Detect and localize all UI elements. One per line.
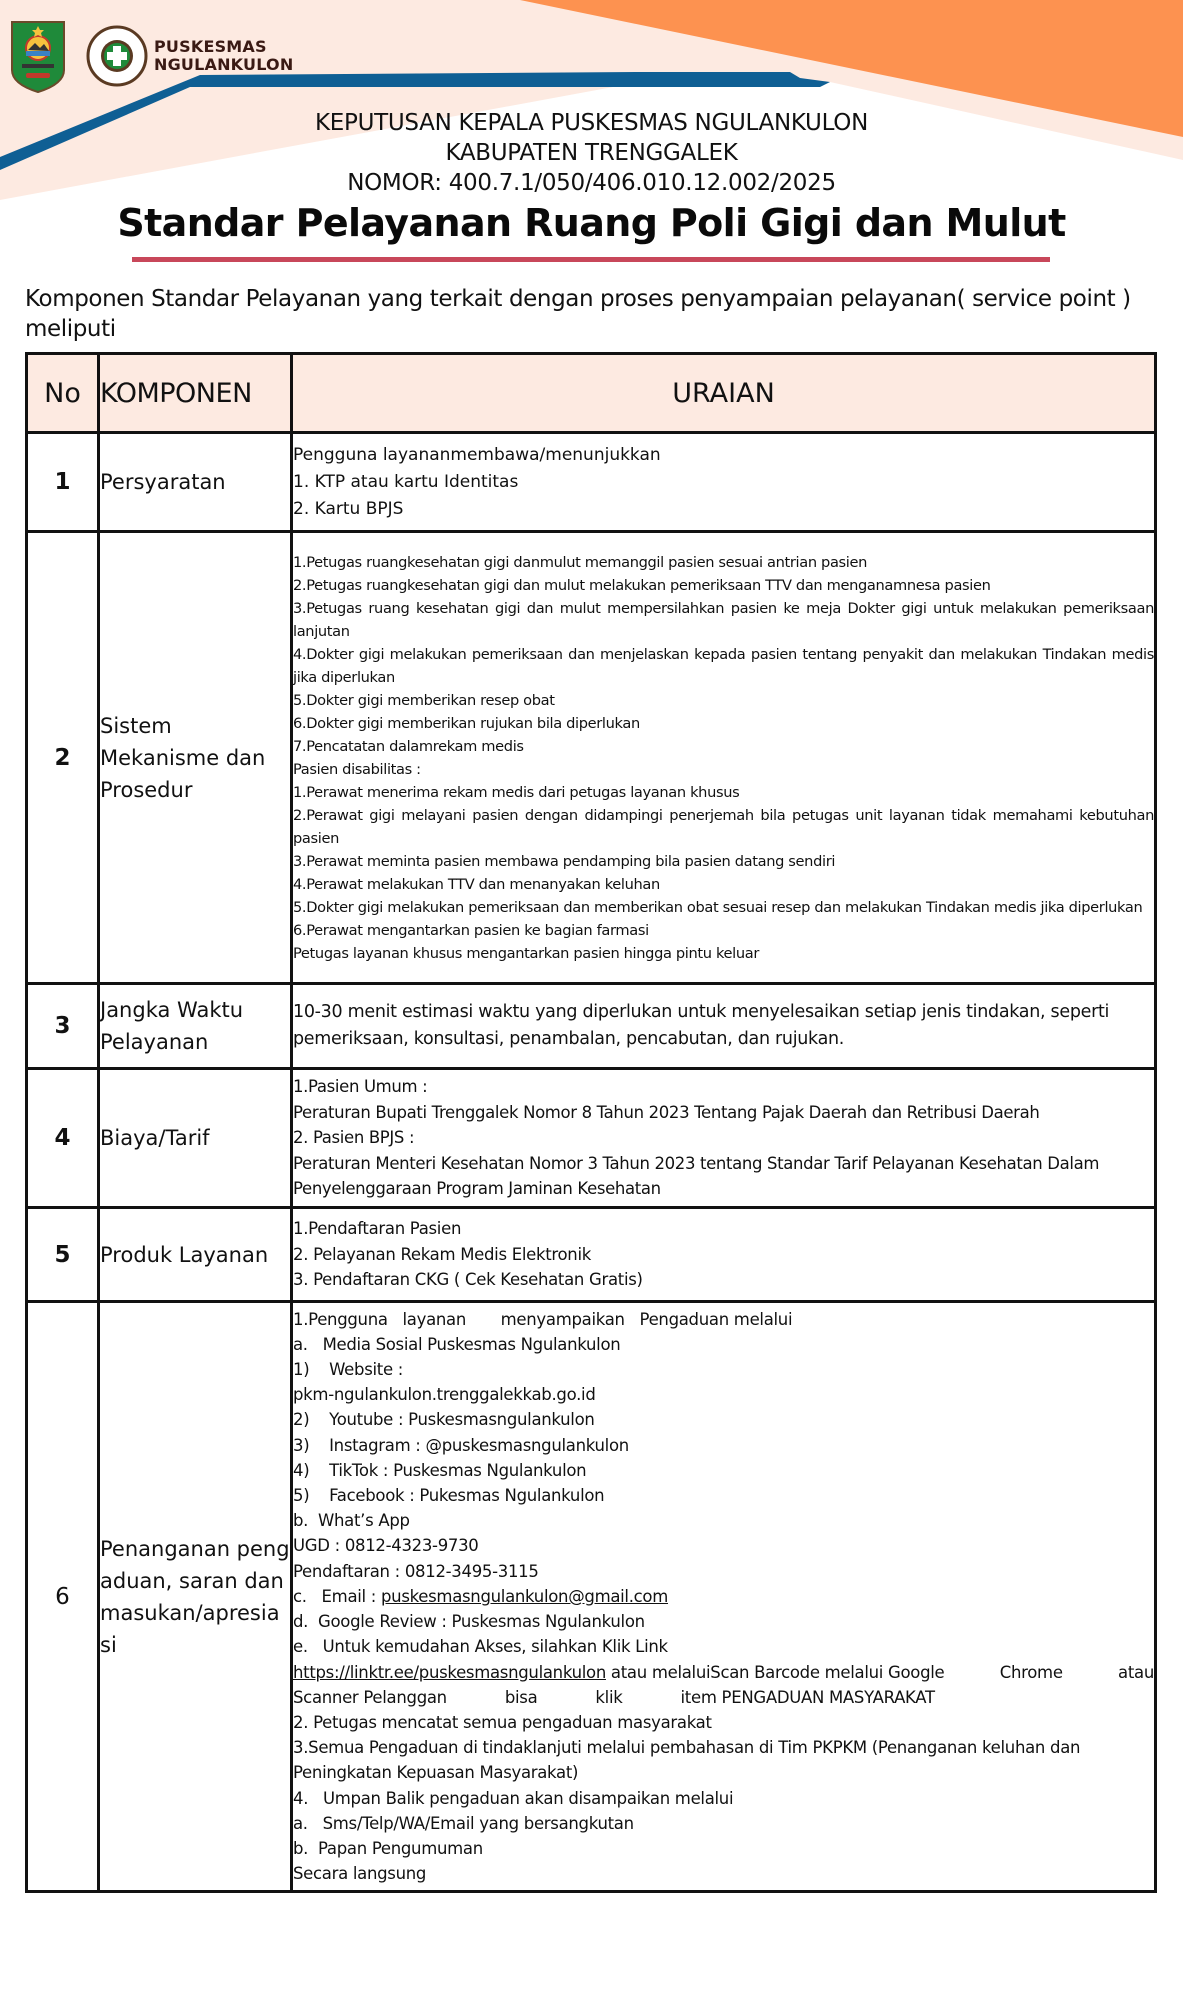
table-row	[27, 532, 1156, 984]
row-uraian	[292, 984, 1156, 1069]
uraian-line: 3. Pendaftaran CKG ( Cek Kesehatan Gratis)	[293, 1270, 643, 1290]
uraian-line: 5.Dokter gigi memberikan resep obat	[293, 691, 555, 709]
uraian-text: bisa	[504, 1687, 538, 1707]
uraian-line: b. Papan Pengumuman	[293, 1838, 483, 1858]
uraian-line: Peraturan Menteri Kesehatan Nomor 3 Tahun 2023 tentang Standar Tarif Pelayanan Kesehatan Dalam Penyelenggaraan Program Jaminan Kesehatan	[293, 1153, 1100, 1199]
ugd-phone: UGD : 0812-4323-9730	[293, 1536, 479, 1556]
row-komponen: Produk Layanan	[99, 1208, 292, 1302]
decree-heading-line-1: KEPUTUSAN KEPALA PUSKESMAS NGULANKULON	[315, 110, 868, 136]
row-komponen: Biaya/Tarif	[99, 1069, 292, 1208]
uraian-line: 3.Petugas ruang kesehatan gigi dan mulut mempersilahkan pasien ke meja Dokter gigi untuk melakukan pemeriksaan lanjutan	[293, 599, 1154, 640]
uraian-line: 2. Kartu BPJS	[293, 498, 404, 519]
table-row	[27, 1208, 1156, 1302]
puskesmas-badge-logo	[86, 25, 148, 87]
decree-number: NOMOR: 400.7.1/050/406.010.12.002/2025	[347, 170, 836, 196]
uraian-line: 1) Website :	[293, 1360, 403, 1380]
table-row	[27, 433, 1156, 532]
row-number: 4	[27, 1069, 99, 1208]
logo-group	[8, 18, 293, 94]
uraian-line: 6.Perawat mengantarkan pasien ke bagian farmasi	[293, 921, 649, 939]
row-number: 6	[27, 1302, 99, 1892]
uraian-line: 3) Instagram : @puskesmasngulankulon	[293, 1435, 629, 1455]
linktree-link[interactable]: https://linktr.ee/puskesmasngulankulon	[293, 1662, 606, 1682]
uraian-line: 2) Youtube : Puskesmasngulankulon	[293, 1410, 595, 1430]
uraian-line: 2. Petugas mencatat semua pengaduan masyarakat	[293, 1712, 712, 1732]
linktree-line	[293, 1660, 1154, 1685]
email-line	[293, 1584, 1154, 1609]
row-number: 2	[27, 532, 99, 984]
uraian-text: klik	[595, 1687, 623, 1707]
table-row	[27, 984, 1156, 1069]
uraian-line	[293, 1685, 1154, 1710]
title-underline	[132, 257, 1050, 262]
uraian-line: 10-30 menit estimasi waktu yang diperlukan untuk menyelesaikan setiap jenis tindakan, seperti pemeriksaan, konsultasi, penambalan, pencabutan, dan rujukan.	[293, 1002, 1110, 1049]
uraian-line: 2. Pasien BPJS :	[293, 1128, 415, 1148]
uraian-line: 4. Umpan Balik pengaduan akan disampaikan melalui	[293, 1788, 734, 1808]
brand-line-2: NGULANKULON	[154, 55, 294, 74]
row-number: 3	[27, 984, 99, 1069]
table-row	[27, 1069, 1156, 1208]
decree-heading-line-2: KABUPATEN TRENGGALEK	[445, 140, 738, 166]
uraian-line: 4.Dokter gigi melakukan pemeriksaan dan menjelaskan kepada pasien tentang penyakit dan melakukan Tindakan medis jika diperlukan	[293, 645, 1154, 686]
page-title: Standar Pelayanan Ruang Poli Gigi dan Mulut	[117, 201, 1066, 245]
row-number: 1	[27, 433, 99, 532]
row-komponen: Sistem Mekanisme dan Prosedur	[99, 532, 292, 984]
row-komponen: Jangka Waktu Pelayanan	[99, 984, 292, 1069]
uraian-line: 3.Semua Pengaduan di tindaklanjuti melalui pembahasan di Tim PKPKM (Penanganan keluhan dan Peningkatan Kepuasan Masyarakat)	[293, 1738, 1081, 1783]
row-komponen: Penanganan pengaduan, saran dan masukan/apresiasi	[99, 1302, 292, 1892]
uraian-text: Scanner Pelanggan	[293, 1687, 447, 1707]
uraian-line: 1.Pengguna layanan menyampaikan Pengaduan melalui	[293, 1309, 793, 1329]
service-standard-table	[25, 352, 1157, 1893]
uraian-text: atau	[1118, 1662, 1154, 1682]
uraian-line: 3.Perawat meminta pasien membawa pendamping bila pasien datang sendiri	[293, 852, 836, 870]
table-row	[27, 1302, 1156, 1892]
uraian-line: 5.Dokter gigi melakukan pemeriksaan dan memberikan obat sesuai resep dan melakukan Tindakan medis jika diperlukan	[293, 898, 1143, 916]
uraian-line: 2.Perawat gigi melayani pasien dengan didampingi penerjemah bila petugas unit layanan tidak memahami kebutuhan pasien	[293, 806, 1154, 847]
row-uraian	[292, 433, 1156, 532]
column-header-uraian: URAIAN	[292, 354, 1156, 433]
uraian-line: 7.Pencatatan dalamrekam medis	[293, 737, 524, 755]
uraian-line: d. Google Review : Puskesmas Ngulankulon	[293, 1612, 645, 1632]
uraian-line: 2. Pelayanan Rekam Medis Elektronik	[293, 1244, 591, 1264]
uraian-line: e. Untuk kemudahan Akses, silahkan Klik Link	[293, 1637, 668, 1657]
uraian-text: atau melaluiScan Barcode melalui Google	[605, 1662, 945, 1682]
uraian-line: Pengguna layananmembawa/menunjukkan	[293, 444, 661, 465]
uraian-line: 5) Facebook : Pukesmas Ngulankulon	[293, 1486, 605, 1506]
row-uraian	[292, 1069, 1156, 1208]
column-header-komponen: KOMPONEN	[99, 354, 292, 433]
uraian-line: Peraturan Bupati Trenggalek Nomor 8 Tahun 2023 Tentang Pajak Daerah dan Retribusi Daerah	[293, 1102, 1040, 1122]
email-label: c. Email :	[293, 1586, 381, 1606]
email-link[interactable]: puskesmasngulankulon@gmail.com	[380, 1586, 669, 1606]
uraian-line: 4) TikTok : Puskesmas Ngulankulon	[293, 1460, 587, 1480]
uraian-line: 1.Pendaftaran Pasien	[293, 1219, 462, 1239]
row-uraian	[292, 532, 1156, 984]
row-komponen: Persyaratan	[99, 433, 292, 532]
uraian-line: b. What’s App	[293, 1511, 410, 1531]
puskesmas-brand-name	[154, 38, 293, 74]
row-number: 5	[27, 1208, 99, 1302]
trenggalek-crest-logo	[8, 18, 68, 94]
table-header-row	[27, 354, 1156, 433]
brand-line-1: PUSKESMAS	[154, 37, 267, 56]
uraian-line: 2.Petugas ruangkesehatan gigi dan mulut melakukan pemeriksaan TTV dan menganamnesa pasien	[293, 576, 991, 594]
uraian-line: 4.Perawat melakukan TTV dan menanyakan keluhan	[293, 875, 660, 893]
uraian-line: Petugas layanan khusus mengantarkan pasien hingga pintu keluar	[293, 944, 760, 962]
row-uraian	[292, 1302, 1156, 1892]
uraian-line: Secara langsung	[293, 1864, 427, 1884]
row-uraian	[292, 1208, 1156, 1302]
uraian-line: Pasien disabilitas :	[293, 760, 421, 778]
registration-phone: Pendaftaran : 0812-3495-3115	[293, 1561, 539, 1581]
uraian-line: 1.Pasien Umum :	[293, 1077, 428, 1097]
uraian-line: 6.Dokter gigi memberikan rujukan bila diperlukan	[293, 714, 640, 732]
uraian-line: a. Media Sosial Puskesmas Ngulankulon	[293, 1334, 621, 1354]
website-url[interactable]: pkm-ngulankulon.trenggalekkab.go.id	[293, 1385, 596, 1405]
uraian-line: a. Sms/Telp/WA/Email yang bersangkutan	[293, 1813, 634, 1833]
uraian-text: Chrome	[999, 1662, 1063, 1682]
uraian-text: item PENGADUAN MASYARAKAT	[680, 1687, 935, 1707]
uraian-line: 1. KTP atau kartu Identitas	[293, 471, 519, 492]
intro-text: Komponen Standar Pelayanan yang terkait dengan proses penyampaian pelayanan( service point ) meliputi	[25, 286, 1131, 342]
column-header-no: No	[27, 354, 99, 433]
uraian-line: 1.Perawat menerima rekam medis dari petugas layanan khusus	[293, 783, 740, 801]
uraian-line: 1.Petugas ruangkesehatan gigi danmulut memanggil pasien sesuai antrian pasien	[293, 553, 868, 571]
